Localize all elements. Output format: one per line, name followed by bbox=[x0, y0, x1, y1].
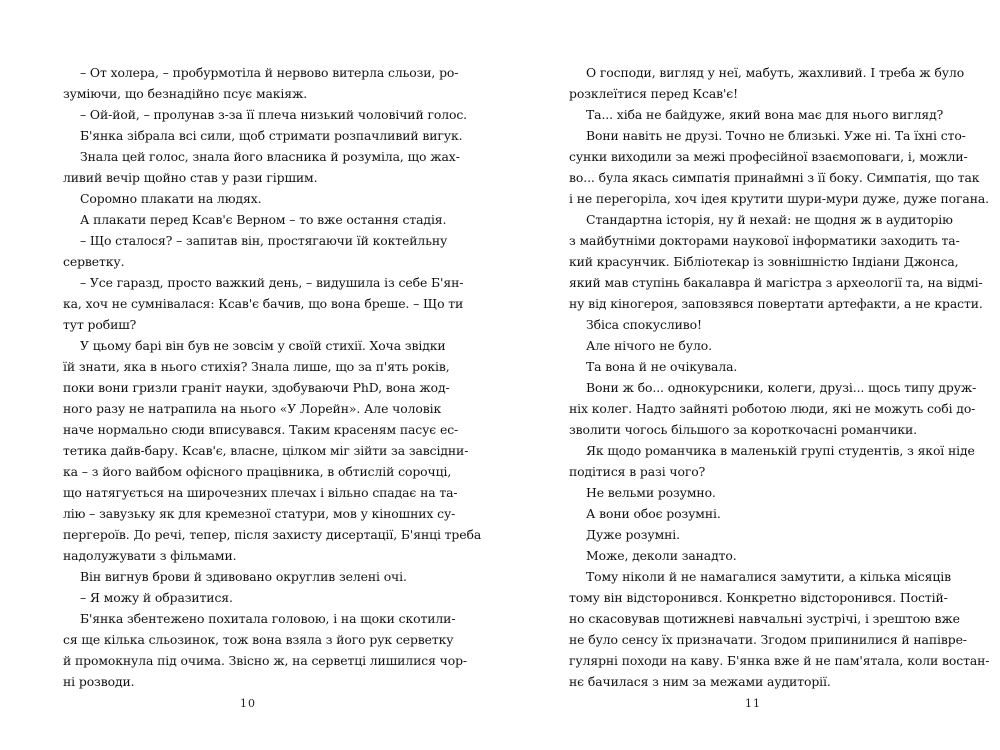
right-page-number: 11 bbox=[745, 697, 761, 710]
text-line: ну від кіногероя, заповзявся повертати артефакти, а не красти. bbox=[569, 296, 983, 311]
text-line: ного разу не натрапила на нього «У Лорейн». Але чоловік bbox=[63, 401, 442, 416]
text-line: тому він відсторонився. Конкретно відсторонився. Постій- bbox=[569, 590, 948, 605]
text-line: Б'янка зібрала всі сили, щоб стримати розпачливий вигук. bbox=[80, 128, 463, 143]
text-line: Вони навіть не друзі. Точно не близькі. Уже ні. Та їхні сто- bbox=[586, 128, 966, 143]
text-line: – Усе гаразд, просто важкий день, – видушила із себе Б'ян- bbox=[80, 275, 464, 290]
text-line: тут робиш? bbox=[63, 317, 137, 332]
text-line: який мав ступінь бакалавра й магістра з археології та, на відмі- bbox=[569, 275, 983, 290]
text-line: ся ще кілька сльозинок, тож вона взяла з його рук серветку bbox=[63, 632, 454, 647]
text-line: наче нормально сюди вписувався. Таким красеням пасує ес- bbox=[63, 422, 459, 437]
text-line: серветку. bbox=[63, 254, 125, 269]
text-line: ка – з його вайбом офісного працівника, в обтислій сорочці, bbox=[63, 464, 452, 479]
text-line: А плакати перед Ксав'є Верном – то вже остання стадія. bbox=[80, 212, 447, 227]
text-line: А вони обоє розумні. bbox=[586, 506, 721, 521]
left-page-text bbox=[63, 62, 482, 692]
text-line: поки вони гризли граніт науки, здобуваючи PhD, вона жод- bbox=[63, 380, 450, 395]
text-line: У цьому барі він був не зовсім у своїй стихії. Хоча звідки bbox=[80, 338, 446, 353]
text-line: зволити чогось більшого за короткочасні романчики. bbox=[569, 422, 917, 437]
text-line: Тому ніколи й не намагалися замутити, а кілька місяців bbox=[586, 569, 951, 584]
text-line: но скасовував щотижневі навчальні зустрічі, і зрештою вже bbox=[569, 611, 960, 626]
right-page-text bbox=[569, 62, 990, 692]
text-line: сунки виходили за межі професійної взаємоповаги, і, можли- bbox=[569, 149, 968, 164]
text-line: Він вигнув брови й здивовано округлив зелені очі. bbox=[80, 569, 407, 584]
text-line: Але нічого не було. bbox=[586, 338, 712, 353]
text-line: Не вельми розумно. bbox=[586, 485, 716, 500]
text-line: їй знати, яка в нього стихія? Знала лише, що за п'ять років, bbox=[63, 359, 450, 374]
text-line: – Я можу й образитися. bbox=[80, 590, 233, 605]
text-line: Може, деколи занадто. bbox=[586, 548, 737, 563]
text-line: гулярні походи на каву. Б'янка вже й не пам'ятала, коли востан- bbox=[569, 653, 990, 668]
text-line: нє бачилася з ним за межами аудиторії. bbox=[569, 674, 831, 689]
text-line: Та... хіба не байдуже, який вона має для нього вигляд? bbox=[586, 107, 944, 122]
text-line: тетика дайв-бару. Ксав'є, власне, цілком міг зійти за завсідни- bbox=[63, 443, 469, 458]
text-line: і не перегоріла, хоч ідея крутити шури-мури дуже, дуже погана. bbox=[569, 191, 990, 206]
text-line: ні розводи. bbox=[63, 674, 135, 689]
text-line: Вони ж бо... однокурсники, колеги, друзі... щось типу друж- bbox=[586, 380, 977, 395]
text-line: Збіса спокусливо! bbox=[586, 317, 702, 332]
text-line: О господи, вигляд у неї, мабуть, жахливий. І треба ж було bbox=[586, 65, 965, 80]
text-line: во... була якась симпатія принаймні з її боку. Симпатія, що так bbox=[569, 170, 980, 185]
text-line: ливий вечір щойно став у рази гіршим. bbox=[63, 170, 318, 185]
text-line: зуміючи, що безнадійно псує макіяж. bbox=[63, 86, 308, 101]
text-line: не було сенсу їх призначати. Згодом припинилися й напівре- bbox=[569, 632, 967, 647]
text-line: – Ой-йой, – пролунав з-за її плеча низький чоловічий голос. bbox=[80, 107, 468, 122]
text-line: й промокнула під очима. Звісно ж, на серветці лишилися чор- bbox=[63, 653, 467, 668]
text-line: з майбутніми докторами наукової інформатики заходить та- bbox=[569, 233, 960, 248]
text-line: – От холера, – пробурмотіла й нервово витерла сльози, ро- bbox=[80, 65, 459, 80]
left-page-number: 10 bbox=[240, 697, 256, 710]
text-line: Знала цей голос, знала його власника й розуміла, що жах- bbox=[80, 149, 460, 164]
text-line: Стандартна історія, ну й нехай: не щодня ж в аудиторію bbox=[586, 212, 953, 227]
text-line: – Що сталося? – запитав він, простягаючи їй коктейльну bbox=[80, 233, 448, 248]
text-line: лію – завузьку як для кремезної статури, мов у кіношних су- bbox=[63, 506, 456, 521]
text-line: Та вона й не очікувала. bbox=[586, 359, 738, 374]
text-line: що натягується на широчезних плечах і вільно спадає на та- bbox=[63, 485, 458, 500]
text-line: Дуже розумні. bbox=[586, 527, 680, 542]
text-line: ніх колег. Надто зайняті роботою люди, які не можуть собі до- bbox=[569, 401, 976, 416]
text-line: подітися в разі чого? bbox=[569, 464, 706, 479]
text-line: кий красунчик. Бібліотекар із зовнішністю Індіани Джонса, bbox=[569, 254, 959, 269]
text-line: ка, хоч не сумнівалася: Ксав'є бачив, що вона бреше. – Що ти bbox=[63, 296, 464, 311]
text-line: Соромно плакати на людях. bbox=[80, 191, 262, 206]
text-line: Як щодо романчика в маленькій групі студентів, з якої ніде bbox=[586, 443, 975, 458]
text-line: пергероїв. До речі, тепер, після захисту дисертації, Б'янці треба bbox=[63, 527, 482, 542]
text-line: розклеїтися перед Ксав'є! bbox=[569, 86, 739, 101]
text-line: Б'янка збентежено похитала головою, і на щоки скотили- bbox=[80, 611, 456, 626]
text-line: надолужувати з фільмами. bbox=[63, 548, 237, 563]
